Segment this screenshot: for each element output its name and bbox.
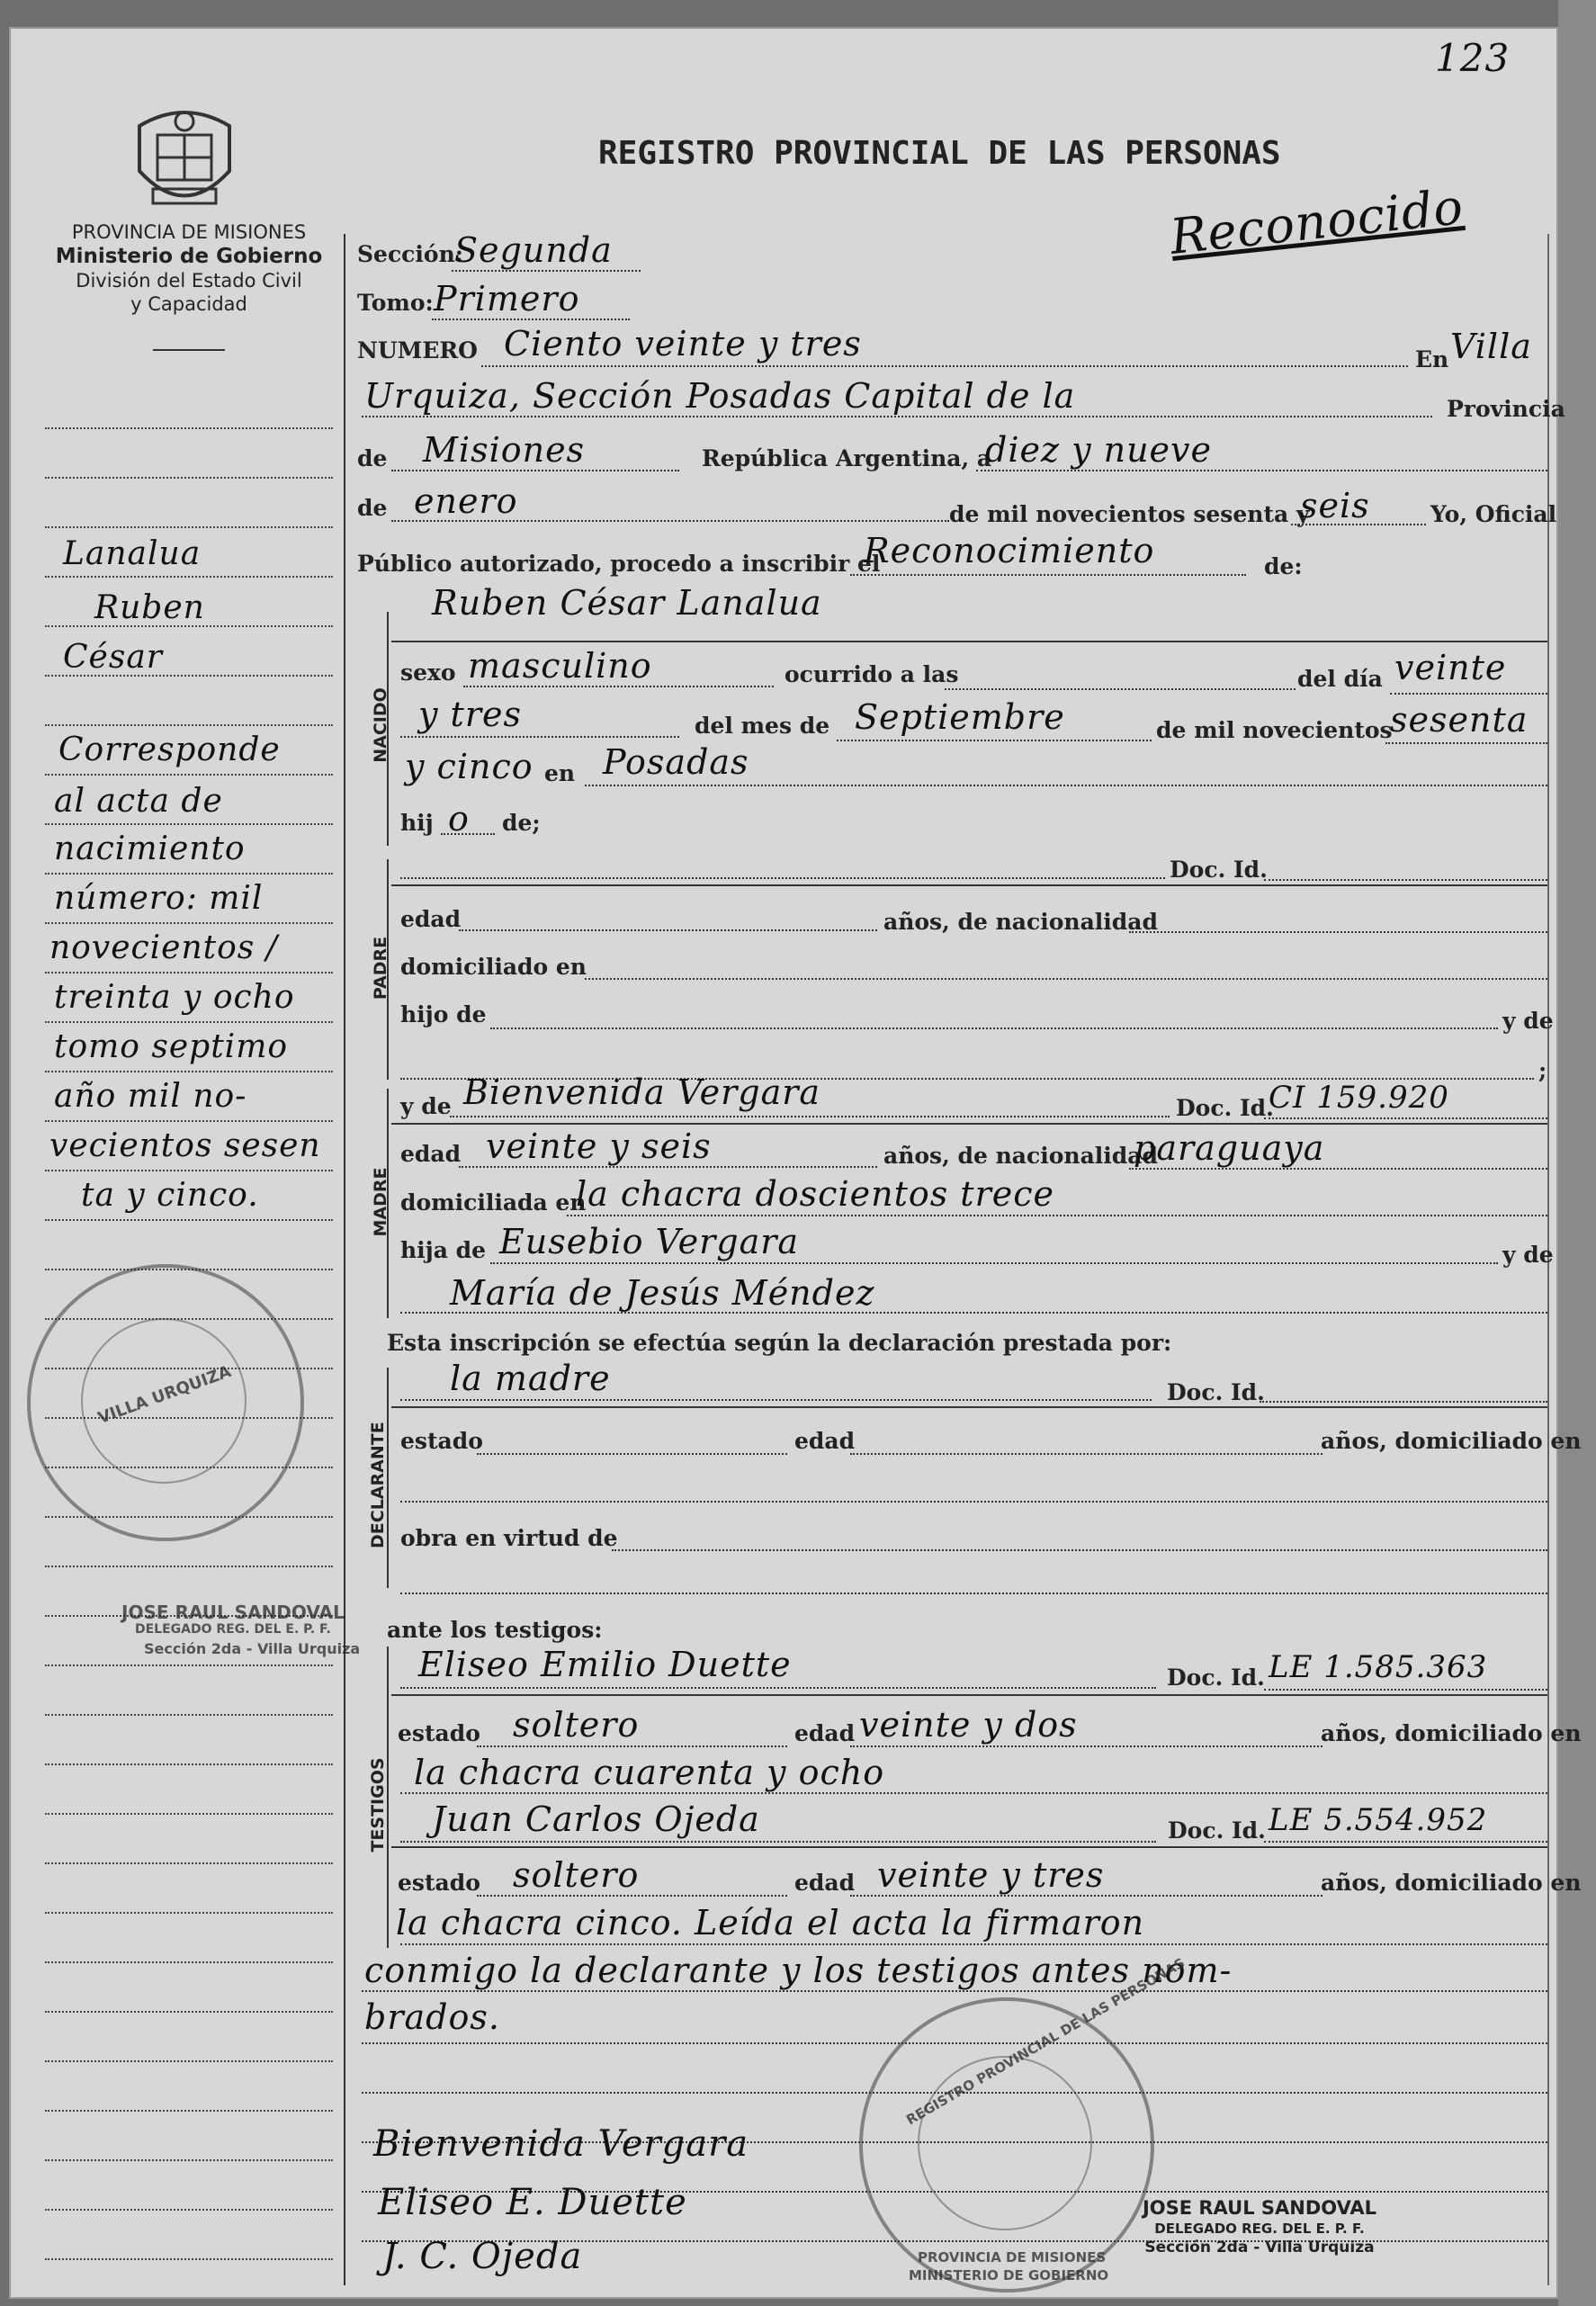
- margin-rule: [45, 922, 333, 924]
- fill-line: [400, 1841, 1156, 1843]
- margin-rule: [45, 823, 333, 825]
- mil-label: de mil novecientos: [1156, 717, 1393, 743]
- oficial-seccion: Sección 2da - Villa Urquiza: [1144, 2239, 1375, 2257]
- fill-line: [1264, 1841, 1547, 1843]
- fill-line: [1390, 693, 1547, 695]
- stamp-left-center: VILLA URQUIZA: [95, 1361, 234, 1429]
- declarante-obra-label: obra en virtud de: [400, 1525, 618, 1551]
- margin-rule: [45, 1763, 333, 1765]
- fill-line: [585, 978, 1547, 980]
- stamp-bottom-ministry: MINISTERIO DE GOBIERNO: [909, 2267, 1109, 2284]
- madre-nac-label: años, de nacionalidad: [883, 1143, 1158, 1169]
- padre-yde-label: y de: [1502, 1008, 1554, 1034]
- fill-line: [1264, 879, 1547, 881]
- fill-line: [400, 1943, 1547, 1945]
- hij-de-label: de;: [502, 810, 541, 836]
- margin-rule: [45, 576, 333, 578]
- signature-2: Eliseo E. Duette: [378, 2182, 687, 2223]
- dia-value: veinte: [1394, 648, 1507, 687]
- margin-rule: [45, 1862, 333, 1864]
- margin-line: vecientos sesen: [49, 1127, 321, 1164]
- madre-dom-value: la chacra doscientos trece: [576, 1174, 1055, 1214]
- oficial-nombre: JOSE RAUL SANDOVAL: [1142, 2197, 1377, 2219]
- margin-rule: [45, 1912, 333, 1914]
- signature-3: J. C. Ojeda: [382, 2236, 583, 2277]
- section-line: [391, 1846, 1547, 1848]
- stamp-bottom-province: PROVINCIA DE MISIONES: [918, 2249, 1107, 2266]
- fill-line: [459, 929, 877, 931]
- stamp-left-cargo: DELEGADO REG. DEL E. P. F.: [135, 1622, 331, 1637]
- fill-line: [450, 1116, 1170, 1117]
- fill-line: [490, 1027, 1498, 1029]
- margin-rule: [45, 526, 333, 528]
- t1-edad-value: veinte y dos: [859, 1705, 1078, 1745]
- padre-doc-label: Doc. Id.: [1170, 857, 1268, 883]
- nacido-section-label: NACIDO: [371, 687, 390, 763]
- t2-doc-label: Doc. Id.: [1168, 1817, 1266, 1844]
- numero-value: Ciento veinte y tres: [504, 324, 862, 363]
- t1-estado-label: estado: [398, 1720, 480, 1746]
- de2-label: de:: [1264, 553, 1303, 579]
- fill-line: [976, 470, 1547, 471]
- lugar-value: Posadas: [603, 742, 749, 782]
- t2-edad-label: edad: [794, 1870, 856, 1896]
- provincia-value: Misiones: [423, 430, 586, 470]
- signature-1: Bienvenida Vergara: [373, 2123, 749, 2165]
- section-line: [391, 1406, 1547, 1408]
- t1-dom-value: la chacra cuarenta y ocho: [414, 1753, 885, 1792]
- fill-line: [452, 270, 641, 272]
- margin-rule: [45, 1170, 333, 1171]
- margin-rule: [45, 2060, 333, 2062]
- fill-line: [1385, 742, 1547, 744]
- fill-line: [1264, 1689, 1547, 1691]
- cierre-line1: conmigo la declarante y los testigos antes nom-: [364, 1951, 1233, 1990]
- fill-line: [477, 1895, 787, 1897]
- fill-line: [391, 470, 679, 471]
- margin-line: año mil no-: [54, 1078, 247, 1115]
- fill-line: [477, 1745, 787, 1747]
- sexo-value: masculino: [468, 646, 652, 686]
- declarante-nombre: la madre: [450, 1359, 611, 1398]
- madre-nac-value: paraguaya: [1134, 1128, 1325, 1168]
- madre-nombre: Bienvenida Vergara: [463, 1072, 821, 1112]
- de-label: de: [357, 445, 388, 471]
- mes-value: enero: [414, 481, 518, 521]
- padre-section-label: PADRE: [371, 936, 390, 1000]
- seccion-label: Sección:: [357, 241, 463, 267]
- declarante-estado-label: estado: [400, 1428, 483, 1454]
- fill-line: [432, 319, 630, 320]
- fill-line: [1129, 1168, 1547, 1170]
- margin-rule: [45, 1664, 333, 1666]
- fill-line: [1291, 524, 1426, 525]
- lugar-value: Urquiza, Sección Posadas Capital de la: [364, 376, 1076, 416]
- del-mes-label: del mes de: [695, 713, 830, 739]
- madre-padre-nombre: Eusebio Vergara: [499, 1222, 800, 1261]
- madre-dom-label: domiciliada en: [400, 1189, 587, 1216]
- anio-value: sesenta: [1390, 700, 1529, 740]
- tomo-label: Tomo:: [357, 290, 434, 316]
- seccion-value: Segunda: [454, 230, 613, 270]
- t2-nombre: Juan Carlos Ojeda: [432, 1799, 760, 1839]
- margin-line: al acta de: [54, 783, 223, 820]
- madre-section-label: MADRE: [371, 1167, 390, 1237]
- anio-label: de mil novecientos sesenta y: [949, 501, 1310, 527]
- t2-estado-label: estado: [398, 1870, 480, 1896]
- header-division: División del Estado Civil: [76, 270, 302, 292]
- t2-estado-value: soltero: [513, 1855, 640, 1895]
- fill-line: [850, 1453, 1323, 1455]
- oficial-cargo: DELEGADO REG. DEL E. P. F.: [1154, 2221, 1365, 2237]
- padre-edad-label: edad: [400, 906, 462, 932]
- republica-label: República Argentina, a: [702, 445, 992, 471]
- acto-value: Reconocimiento: [864, 531, 1155, 570]
- fill-line: [481, 365, 1408, 367]
- en-label: en: [544, 760, 576, 786]
- anio2-value: y cinco: [405, 747, 533, 786]
- fill-line: [1129, 931, 1547, 933]
- madre-madre-nombre: María de Jesús Méndez: [450, 1273, 875, 1313]
- nombre-value: Ruben César Lanalua: [432, 583, 822, 623]
- fill-line: [400, 877, 1165, 879]
- fill-line: [585, 785, 1547, 786]
- margin-rule: [45, 2258, 333, 2260]
- hij-value: o: [448, 799, 470, 839]
- fill-line: [1264, 1117, 1547, 1119]
- margin-rule: [45, 1813, 333, 1815]
- reconocido-mark: Reconocido: [1167, 178, 1466, 265]
- mes-label: de: [357, 495, 388, 521]
- margin-rule: [45, 477, 333, 479]
- t2-dom-value: la chacra cinco. Leída el acta la firmaron: [396, 1903, 1145, 1943]
- margin-rule: [45, 1120, 333, 1122]
- margin-line: César: [63, 639, 163, 676]
- document-page: [9, 27, 1582, 2299]
- fill-line: [463, 686, 774, 687]
- stamp-bottom-inner: [918, 2056, 1092, 2230]
- fill-line: [459, 1166, 877, 1168]
- stamp-left-sec: Sección 2da - Villa Urquiza: [144, 1640, 361, 1657]
- margin-line: nacimiento: [54, 830, 246, 867]
- fill-line: [612, 1549, 1547, 1551]
- margin-rule: [45, 2110, 333, 2112]
- hij-label: hij: [400, 810, 434, 836]
- cierre-line2: brados.: [364, 1997, 500, 2037]
- declarante-edad-label: edad: [794, 1428, 856, 1454]
- del-dia-label: del día: [1297, 666, 1383, 692]
- margin-rule: [45, 2011, 333, 2013]
- declarante-section-label: DECLARANTE: [368, 1422, 388, 1548]
- numero-label: NUMERO: [357, 337, 478, 363]
- header-capacity: y Capacidad: [130, 293, 247, 315]
- section-line: [391, 1123, 1547, 1125]
- en-value: Villa: [1450, 327, 1532, 366]
- dia-value: diez y nueve: [985, 430, 1213, 470]
- declarante-dom-label: años, domiciliado en: [1321, 1428, 1582, 1454]
- margin-line: número: mil: [54, 880, 264, 917]
- t1-doc-label: Doc. Id.: [1167, 1664, 1265, 1691]
- fill-line: [400, 1501, 1547, 1503]
- t1-dom-label: años, domiciliado en: [1321, 1720, 1582, 1746]
- dia2-value: y tres: [418, 695, 522, 734]
- madre-hija-label: hija de: [400, 1237, 487, 1263]
- section-line: [391, 641, 1547, 642]
- margin-rule: [45, 2209, 333, 2211]
- margin-line: Lanalua: [63, 535, 202, 572]
- margin-rule: [45, 1961, 333, 1963]
- document-title: REGISTRO PROVINCIAL DE LAS PERSONAS: [598, 135, 1281, 172]
- divider: [153, 349, 225, 351]
- margin-line: treinta y ocho: [54, 979, 295, 1016]
- sexo-label: sexo: [400, 659, 456, 686]
- t1-nombre: Eliseo Emilio Duette: [418, 1645, 792, 1684]
- fill-line: [400, 736, 679, 738]
- declarante-doc-label: Doc. Id.: [1167, 1379, 1265, 1405]
- t2-edad-value: veinte y tres: [877, 1855, 1105, 1895]
- madre-edad-value: veinte y seis: [486, 1126, 712, 1166]
- fill-line: [400, 1312, 1547, 1314]
- tomo-value: Primero: [434, 279, 580, 319]
- fill-line: [837, 740, 1152, 741]
- fill-line: [400, 1593, 1547, 1594]
- margin-line: Ruben: [94, 589, 205, 626]
- fill-line: [850, 1745, 1323, 1747]
- fill-line: [400, 1687, 1156, 1689]
- margin-rule: [45, 1714, 333, 1716]
- fill-line: [1260, 1401, 1547, 1403]
- t1-doc-value: LE 1.585.363: [1269, 1649, 1488, 1685]
- t1-edad-label: edad: [794, 1720, 856, 1746]
- margin-rule: [45, 1021, 333, 1023]
- t1-estado-value: soltero: [513, 1705, 640, 1745]
- margin-rule: [45, 774, 333, 776]
- margin-rule: [45, 427, 333, 429]
- margin-line: Corresponde: [58, 731, 281, 768]
- en-label: En: [1415, 346, 1449, 372]
- madre-doc-label: Doc. Id.: [1176, 1095, 1274, 1121]
- margin-rule: [45, 1219, 333, 1221]
- testigos-intro: ante los testigos:: [387, 1617, 603, 1643]
- publico-label: Público autorizado, procedo a inscribir el: [357, 551, 881, 577]
- madre-yde2-label: y de: [1502, 1242, 1554, 1268]
- anio-value: seis: [1300, 486, 1370, 525]
- coat-of-arms-icon: [130, 103, 238, 220]
- header-province: PROVINCIA DE MISIONES: [71, 221, 307, 243]
- ocurrido-label: ocurrido a las: [785, 661, 959, 687]
- fill-line: [362, 1990, 1547, 1992]
- margin-rule: [45, 972, 333, 974]
- section-line: [391, 884, 1547, 886]
- madre-yde-label: y de: [400, 1093, 452, 1119]
- fill-line: [850, 1895, 1323, 1897]
- margin-line: novecientos /: [49, 929, 278, 966]
- padre-dom-label: domiciliado en: [400, 954, 587, 980]
- page-number: 123: [1435, 36, 1511, 80]
- margin-divider: [344, 234, 345, 2285]
- page-edge: [1558, 0, 1596, 2306]
- header-ministry: Ministerio de Gobierno: [55, 245, 323, 268]
- padre-hijo-label: hijo de: [400, 1001, 487, 1027]
- stamp-bottom-ring: REGISTRO PROVINCIAL DE LAS PERSONAS: [903, 1954, 1188, 2129]
- provincia-label: Provincia: [1447, 396, 1565, 422]
- fill-line: [945, 688, 1296, 690]
- fill-line: [490, 1262, 1498, 1264]
- section-line: [391, 1694, 1547, 1696]
- padre-nac-label: años, de nacionalidad: [883, 909, 1158, 935]
- stamp-left-name: JOSE RAUL SANDOVAL: [121, 1602, 345, 1623]
- t2-dom-label: años, domiciliado en: [1321, 1870, 1582, 1896]
- fill-line: [477, 1453, 787, 1455]
- declarante-intro: Esta inscripción se efectúa según la declaración prestada por:: [387, 1330, 1172, 1356]
- margin-line: ta y cinco.: [81, 1177, 259, 1214]
- fill-line: [362, 416, 1432, 417]
- oficial-label: Yo, Oficial: [1430, 501, 1557, 527]
- fill-line: [850, 574, 1246, 576]
- madre-edad-label: edad: [400, 1141, 462, 1167]
- madre-doc-value: CI 159.920: [1269, 1080, 1449, 1116]
- fill-line: [400, 1399, 1152, 1401]
- margin-rule: [45, 1566, 333, 1567]
- fill-line: [391, 520, 949, 522]
- fill-line: [567, 1215, 1547, 1216]
- t2-doc-value: LE 5.554.952: [1269, 1802, 1488, 1838]
- fill-line: [400, 1792, 1547, 1794]
- margin-rule: [45, 1071, 333, 1072]
- mes-value: Septiembre: [855, 697, 1065, 737]
- margin-rule: [45, 2159, 333, 2161]
- margin-line: tomo septimo: [54, 1028, 289, 1065]
- margin-rule: [45, 873, 333, 875]
- padre-semicolon: ;: [1538, 1057, 1547, 1083]
- fill-line: [441, 833, 495, 835]
- testigos-section-label: TESTIGOS: [368, 1757, 388, 1853]
- margin-rule: [45, 724, 333, 726]
